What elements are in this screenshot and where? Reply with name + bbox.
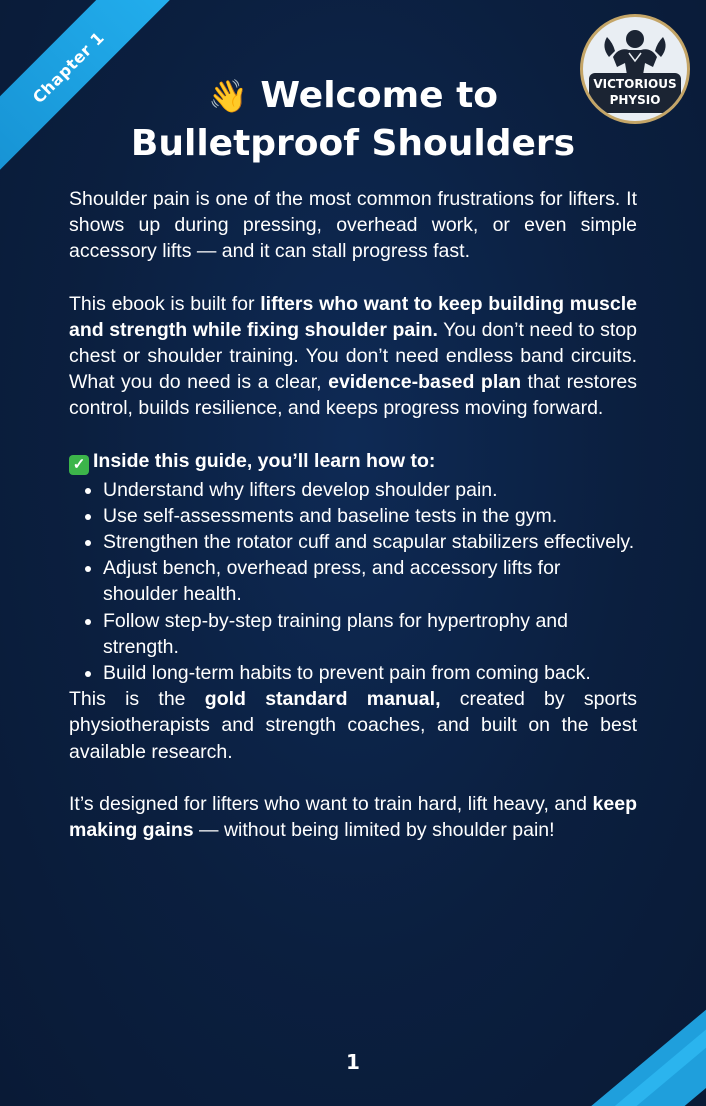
manual-paragraph xyxy=(69,686,637,765)
text-run: You don’t need to stop chest or shoulder training. You don’t need endless band circuits. What you do need is a clear, xyxy=(69,318,637,394)
text-run: created by sports physiotherapists and strength coaches, and built on the best available research. xyxy=(69,688,637,763)
bold-text: keep making gains xyxy=(69,792,637,842)
logo-text-line2: PHYSIO xyxy=(609,93,661,107)
bold-text: evidence-based plan xyxy=(328,371,522,394)
bold-text: gold standard manual, xyxy=(204,688,441,711)
corner-ribbon-bottom-right xyxy=(546,976,706,1106)
list-item: • Use self-assessments and baseline tests in the gym. xyxy=(103,503,637,529)
bold-text: lifters who want to keep building muscle and strength while fixing shoulder pain. xyxy=(69,292,637,341)
title-line2: Bulletproof Shoulders xyxy=(130,123,576,164)
text-run: It’s designed for lifters who want to train hard, lift heavy, and xyxy=(69,792,593,815)
title-line1: Welcome to xyxy=(260,75,499,116)
audience-paragraph xyxy=(69,291,637,422)
list-item: • Follow step-by-step training plans for hypertrophy and strength. xyxy=(103,608,637,660)
body-content xyxy=(69,186,637,843)
learn-heading-text: Inside this guide, you’ll learn how to: xyxy=(93,449,436,472)
text-run: This ebook is built for xyxy=(69,292,261,315)
list-item: • Strengthen the rotator cuff and scapular stabilizers effectively. xyxy=(103,529,637,555)
list-item: • Build long-term habits to prevent pain from coming back. xyxy=(103,660,637,686)
logo-text-line1: VICTORIOUS xyxy=(593,77,677,91)
page-number: 1 xyxy=(346,1050,360,1074)
learn-heading xyxy=(69,448,637,475)
learn-list xyxy=(69,477,637,687)
list-item: • Adjust bench, overhead press, and accessory lifts for shoulder health. xyxy=(103,555,637,607)
chapter-label: Chapter 1 xyxy=(28,27,109,108)
check-mark-icon: ✓ xyxy=(69,455,89,475)
list-item: • Understand why lifters develop shoulder pain. xyxy=(103,477,637,503)
waving-hand-icon: 👋 xyxy=(207,77,248,115)
page-title xyxy=(60,72,646,168)
text-run: — without being limited by shoulder pain! xyxy=(193,819,555,842)
text-run: that restores control, builds resilience, and keeps progress moving forward. xyxy=(69,371,638,420)
intro-paragraph: Shoulder pain is one of the most common frustrations for lifters. It shows up during pressing, overhead work, or even simple accessory lifts — and it can stall progress fast. xyxy=(69,188,637,263)
text-run: This is the xyxy=(69,688,205,711)
closing-paragraph xyxy=(69,791,637,843)
